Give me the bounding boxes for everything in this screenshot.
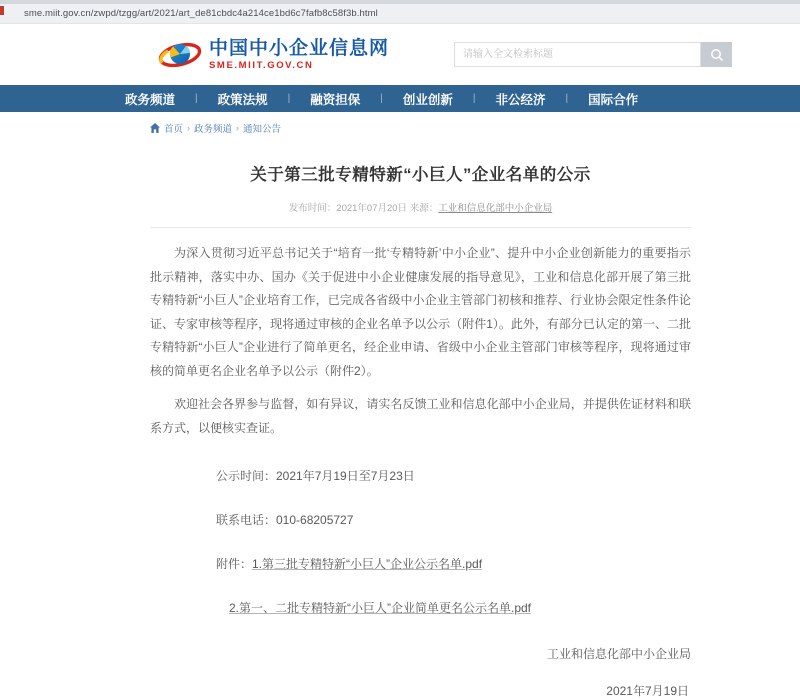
breadcrumb-tongzhi-gonggao[interactable]: 通知公告	[243, 124, 282, 135]
nav-item-zhengwu-pindao[interactable]: 政务频道	[125, 92, 176, 107]
home-icon	[150, 123, 160, 133]
meta-divider	[150, 227, 691, 228]
attachment-link-1[interactable]: 1.第三批专精特新“小巨人”企业公示名单.pdf	[252, 557, 483, 571]
publicity-period: 公示时间：2021年7月19日至7月23日	[216, 469, 415, 483]
nav-item-rongzi-danbao[interactable]: 融资担保	[310, 92, 361, 107]
breadcrumb-zhengwu-pindao[interactable]: 政务频道	[194, 124, 233, 135]
nav-separator: |	[380, 93, 383, 104]
article	[150, 161, 691, 699]
article-paragraph-1: 为深入贯彻习近平总书记关于“培育一批‘专精特新’中小企业”、提升中小企业创新能力的重要指示批示精神，落实中办、国办《关于促进中小企业健康发展的指导意见》，工业和信息化部开展了第三批专精特新“小巨人”企业培育工作，已完成各省级中小企业主管部门初核和推荐、行业协会限定性条件论证、专家审核等程序，现将通过审核的企业名单予以公示（附件1）。此外，有部分已认定的第一、二批专精特新“小巨人”企业进行了简单更名，经企业申请、省级中小企业主管部门审核等程序，现将通过审核的简单更名企业名单予以公示（附件2）。	[150, 246, 691, 378]
attachment-line-1	[150, 555, 691, 572]
contact-phone: 联系电话：010-68205727	[216, 513, 354, 527]
main-nav	[0, 85, 800, 112]
nav-separator: |	[195, 93, 198, 104]
signature-date: 2021年7月19日	[606, 684, 689, 698]
nav-separator: |	[565, 93, 569, 104]
search-box	[454, 42, 732, 67]
nav-item-feigong-jingji[interactable]: 非公经济	[495, 92, 546, 107]
publish-time-value: 2021年07月20日	[336, 203, 408, 214]
nav-separator: |	[287, 93, 291, 104]
site-domain: SME.MIIT.GOV.CN	[209, 59, 314, 71]
browser-chrome	[0, 0, 800, 24]
nav-separator: |	[472, 93, 476, 104]
attachment-link-2[interactable]: 2.第一、二批专精特新“小巨人”企业简单更名公示名单.pdf	[229, 601, 532, 615]
site-logo[interactable]	[158, 37, 389, 73]
nav-item-guoji-hezuo[interactable]: 国际合作	[588, 92, 639, 107]
nav-item-chuangye-chuangxin[interactable]: 创业创新	[402, 92, 453, 107]
attachment-label: 附件：	[216, 557, 253, 571]
breadcrumb-home[interactable]: 首页	[164, 124, 184, 135]
site-header	[0, 24, 800, 85]
breadcrumb-separator: ›	[236, 123, 240, 133]
address-url[interactable]: sme.miit.gov.cn/zwpd/tzgg/art/2021/art_de81cbdc4a214ce1bd6c7fafb8c58f3b.html	[24, 8, 378, 19]
search-icon	[710, 48, 724, 62]
site-logo-icon	[158, 37, 202, 73]
browser-address-bar[interactable]	[0, 4, 800, 24]
publish-time-label: 发布时间：	[288, 203, 337, 214]
article-paragraph-2: 欢迎社会各界参与监督，如有异议，请实名反馈工业和信息化部中小企业局，并提供佐证材料和联系方式，以便核实查证。	[150, 397, 691, 435]
article-meta	[150, 200, 691, 214]
source-link[interactable]: 工业和信息化部中小企业局	[438, 203, 553, 214]
source-label: 来源：	[409, 203, 439, 214]
nav-item-zhengce-fagui[interactable]: 政策法规	[217, 92, 268, 107]
search-input[interactable]	[454, 42, 701, 67]
attachment-line-2	[150, 599, 691, 616]
breadcrumb-separator: ›	[187, 123, 191, 133]
site-name: 中国中小企业信息网	[209, 37, 390, 59]
signature-org: 工业和信息化部中小企业局	[546, 647, 691, 661]
search-button[interactable]	[701, 42, 732, 67]
clipped-red-icon	[0, 6, 4, 15]
page-title: 关于第三批专精特新“小巨人”企业名单的公示	[250, 166, 591, 184]
breadcrumb	[150, 121, 800, 135]
site-logo-text	[209, 39, 389, 71]
